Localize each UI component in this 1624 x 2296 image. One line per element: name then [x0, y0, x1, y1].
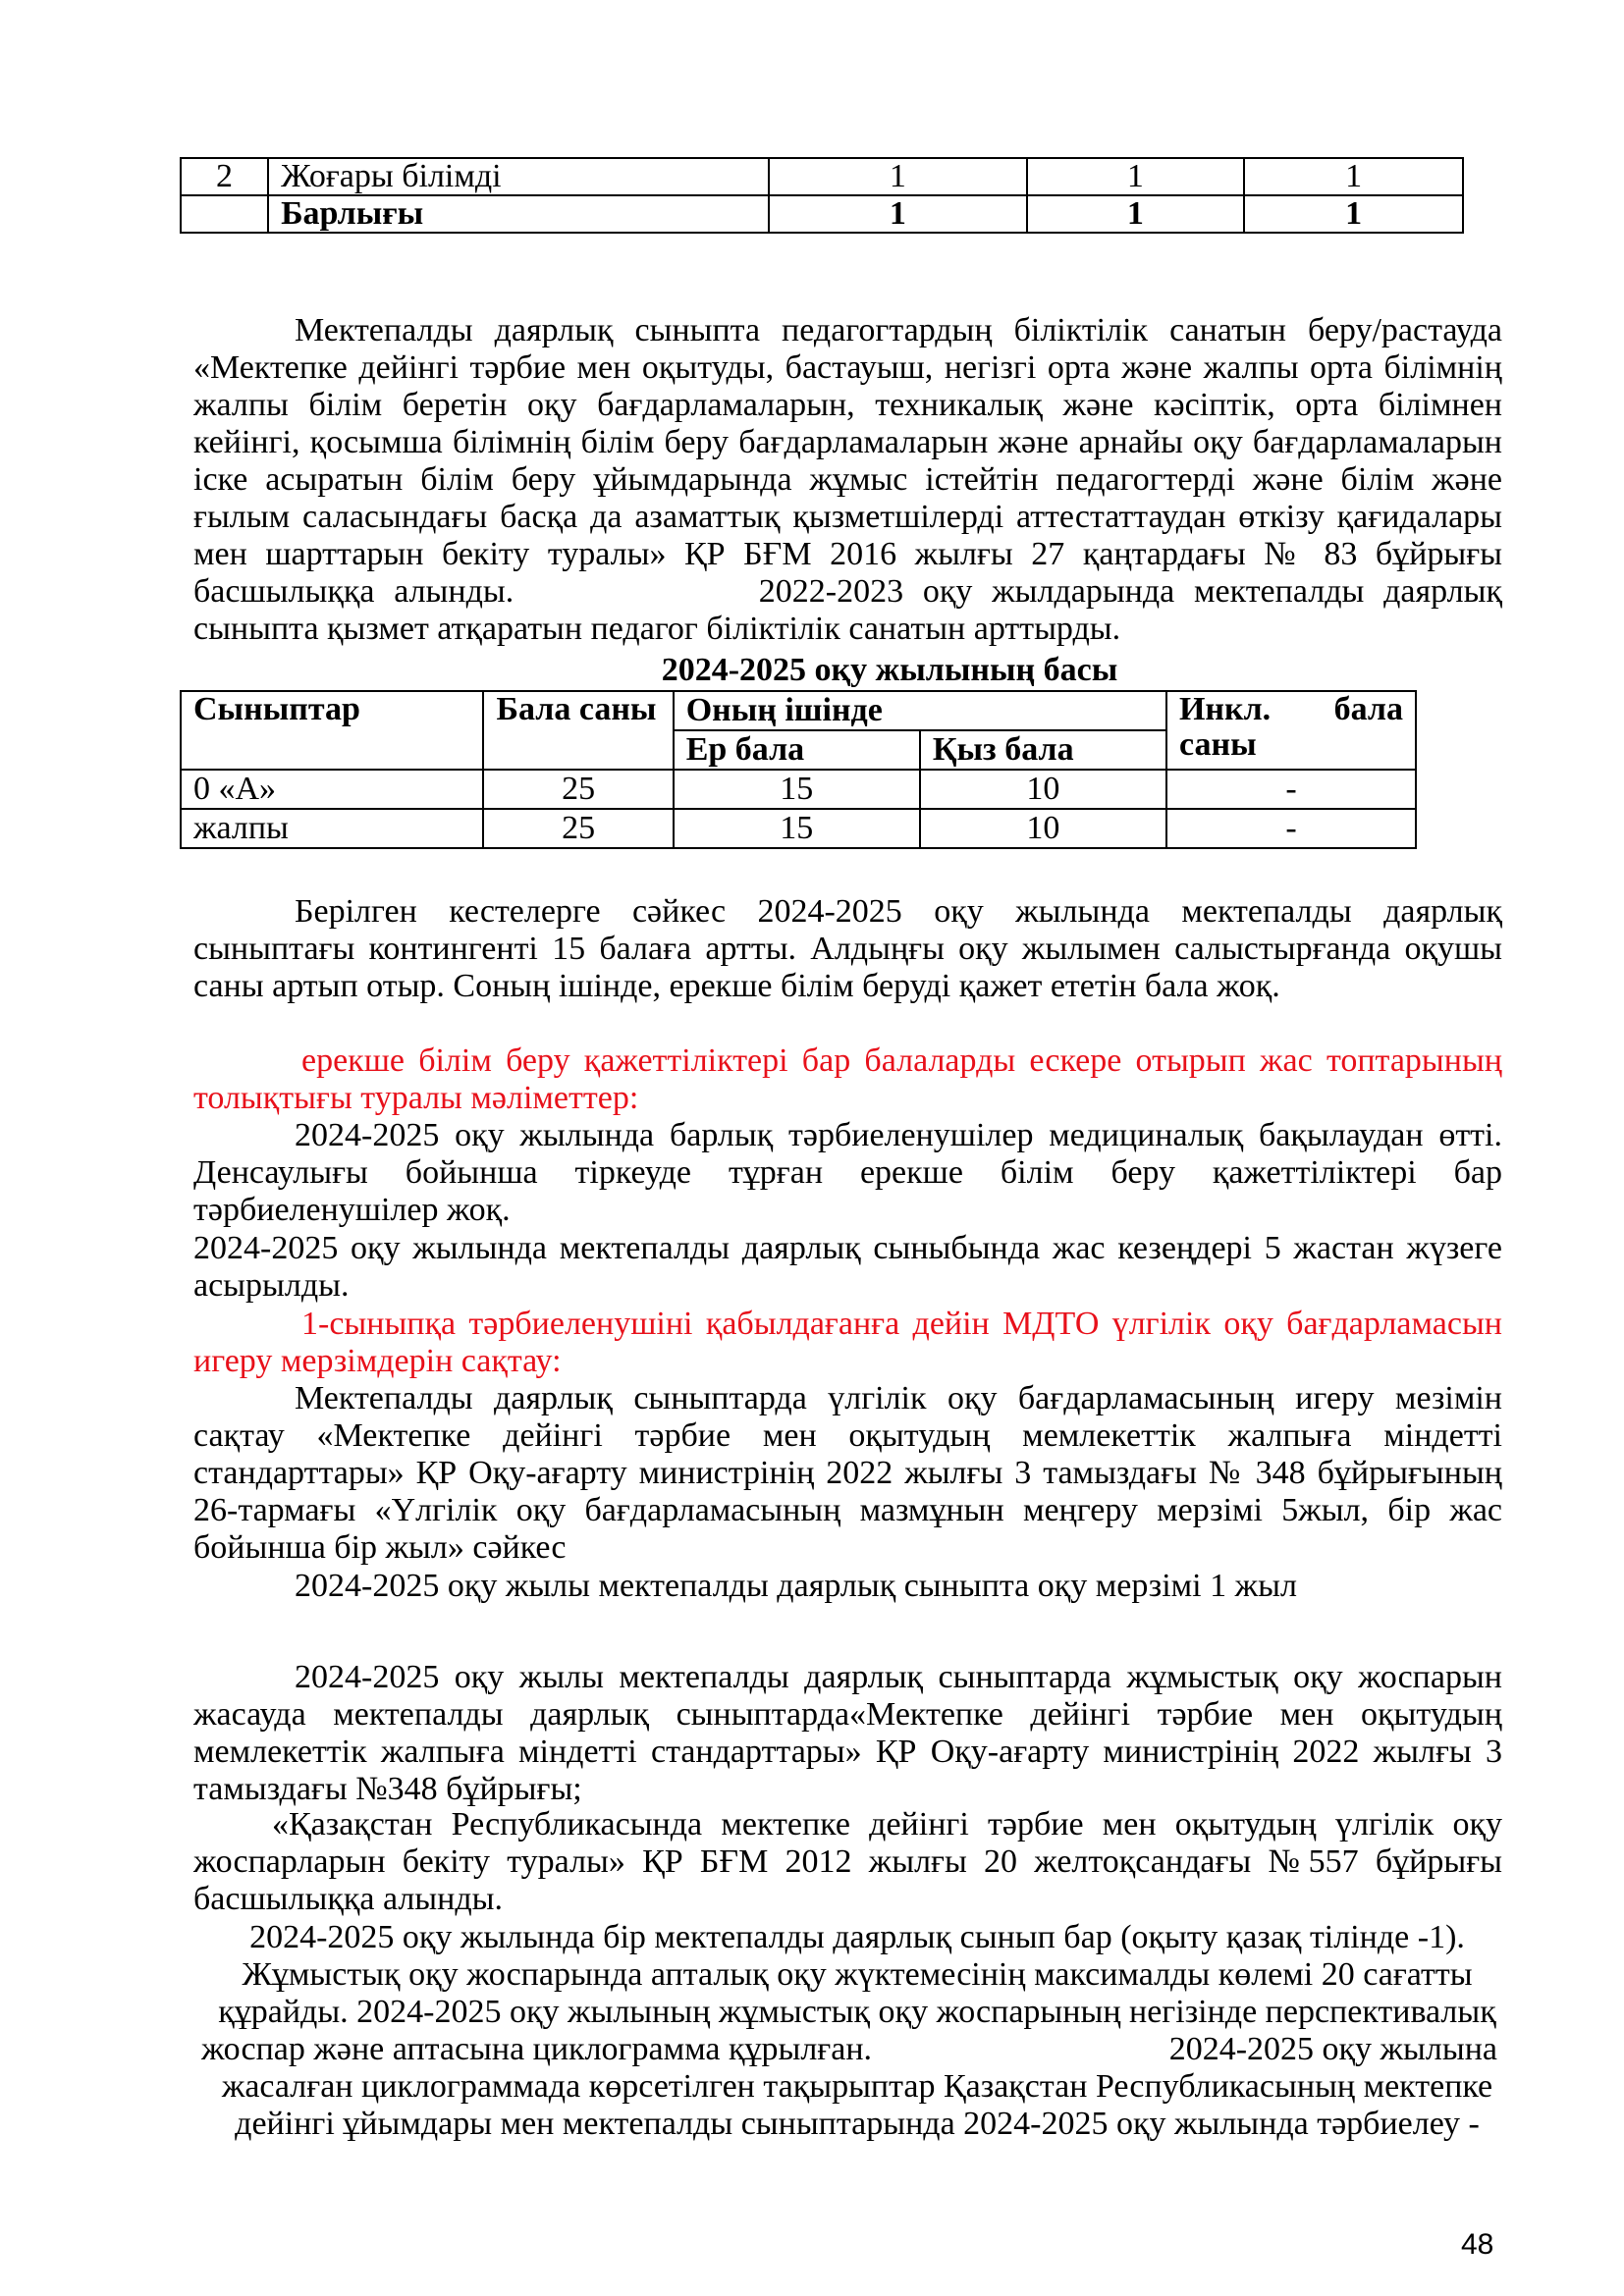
cell-inclusive: -: [1166, 770, 1416, 809]
cell-girls: 10: [920, 809, 1166, 848]
row-value: 1: [769, 158, 1026, 195]
cell-class: жалпы: [181, 809, 483, 848]
qualification-table: [180, 157, 1464, 234]
row-value: 1: [1027, 158, 1245, 195]
row-name: Барлығы: [268, 195, 769, 233]
cell-girls: 10: [920, 770, 1166, 809]
cell-boys: 15: [674, 770, 920, 809]
table-row: [181, 195, 1463, 233]
cell-total: 25: [483, 770, 673, 809]
paragraph-cyclogram: 2024-2025 оқу жылында бір мектепалды даярлық сынып бар (оқыту қазақ тілінде -1). Жұмыстық оқу жоспарында апталық оқу жүктемесінің максималды көлемі 20 сағатты құрайды. 2024-2025 оқу жылының жұмыстық оқу жоспарының негізінде перспективалық жоспар және аптасына циклограмма құрылған. 2024-2025 оқу жылына жасалған циклограммада көрсетілген тақырыптар Қазақстан Республикасының мектепке дейінгі ұйымдары мен мектепалды сыныптарында 2024-2025 оқу жылында тәрбиелеу -: [201, 1919, 1497, 2142]
header-boys: Ер бала: [674, 730, 920, 770]
table-row: [181, 770, 1416, 809]
table-row: [181, 158, 1463, 195]
cell-inclusive: -: [1166, 809, 1416, 848]
row-value: 1: [769, 195, 1026, 233]
paragraph-program-terms: Мектепалды даярлық сыныптарда үлгілік оқу бағдарламасының игеру мезімін сақтау «Мектепке дейінгі тәрбие мен оқытудың мемлекеттік жалпыға міндетті стандарттары» ҚР Оқу-ағарту министрінің 2022 жылғы 3 тамыздағы № 348 бұйрығының 26-тармағы «Үлгілік оқу бағдарламасының мазмұнын меңгеру мерзімі 5жыл, бір жас бойынша бір жыл» сәйкес: [193, 1380, 1502, 1566]
paragraph-work-plan: 2024-2025 оқу жылы мектепалды даярлық сыныптарда жұмыстық оқу жоспарын жасауда мектепалды даярлық сыныптарда«Мектепке дейінгі тәрбие мен оқытудың мемлекеттік жалпыға міндетті стандарттары» ҚР Оқу-ағарту министрінің 2022 жылғы 3 тамыздағы №348 бұйрығы;: [193, 1659, 1502, 1807]
page-number: 48: [1461, 2228, 1494, 2261]
paragraph-contingent: Берілген кестелерге сәйкес 2024-2025 оқу жылында мектепалды даярлық сыныптағы контингенті 15 балаға артты. Алдыңғы оқу жылымен салыстырғанда оқушы саны артып отыр. Соның ішінде, ерекше білім беруді қажет ететін бала жоқ.: [193, 893, 1502, 1004]
header-classes: Сыныптар: [181, 691, 483, 770]
paragraph-model-plans: «Қазақстан Республикасында мектепке дейінгі тәрбие мен оқытудың үлгілік оқу жоспарларын бекіту туралы» ҚР БҒМ 2012 жылғы 20 желтоқсандағы №557 бұйрығы басшылыққа алынды.: [193, 1806, 1502, 1917]
header-children: Бала саны: [483, 691, 673, 770]
row-value: 1: [1244, 195, 1463, 233]
row-value: 1: [1027, 195, 1245, 233]
paragraph-study-term: 2024-2025 оқу жылы мектепалды даярлық сыныпта оқу мерзімі 1 жыл: [295, 1568, 1297, 1604]
cell-total: 25: [483, 809, 673, 848]
paragraph-age-periods: 2024-2025 оқу жылында мектепалды даярлық сыныбында жас кезеңдері 5 жастан жүзеге асырылды.: [193, 1230, 1502, 1304]
table-row: [181, 809, 1416, 848]
red-heading-age-groups: ерекше білім беру қажеттіліктері бар балаларды ескере отырып жас топтарының толықтығы туралы мәліметтер:: [193, 1042, 1502, 1116]
contingent-table: [180, 690, 1417, 849]
row-number: [181, 195, 268, 233]
header-of-which: Оның ішінде: [674, 691, 1166, 730]
row-number: 2: [181, 158, 268, 195]
row-value: 1: [1244, 158, 1463, 195]
paragraph-medical: 2024-2025 оқу жылында барлық тәрбиеленушілер медициналық бақылаудан өтті. Денсаулығы бойынша тіркеуде тұрған ерекше білім беру қажеттіліктері бар тәрбиеленушілер жоқ.: [193, 1117, 1502, 1228]
table-header-row: [181, 691, 1416, 730]
table-title: 2024-2025 оқу жылының басы: [661, 652, 1118, 688]
header-inclusive: Инкл. бала саны: [1166, 691, 1416, 770]
cell-boys: 15: [674, 809, 920, 848]
cell-class: 0 «А»: [181, 770, 483, 809]
row-name: Жоғары білімді: [268, 158, 769, 195]
paragraph-qualification: Мектепалды даярлық сыныпта педагогтардың біліктілік санатын беру/растауда «Мектепке дейінгі тәрбие мен оқытуды, бастауыш, негізгі орта және жалпы орта білімнің жалпы білім беретін оқу бағдарламаларын, техникалық және кәсіптік, орта білімнен кейінгі, қосымша білімнің білім беру бағдарламаларын және арнайы оқу бағдарламаларын іске асыратын білім беру ұйымдарында жұмыс істейтін педагогтерді және білім және ғылым саласындағы басқа да азаматтық қызметшілерді аттестаттаудан өткізу қағидалары мен шарттарын бекіту туралы» ҚР БҒМ 2016 жылғы 27 қаңтардағы № 83 бұйрығы басшылыққа алынды. 2022-2023 оқу жылдарында мектепалды даярлық сыныпта қызмет атқаратын педагог біліктілік санатын арттырды.: [193, 312, 1503, 647]
header-girls: Қыз бала: [920, 730, 1166, 770]
red-heading-terms: 1-сыныпқа тәрбиеленушіні қабылдағанға дейін МДТО үлгілік оқу бағдарламасын игеру мерзімдерін сақтау:: [193, 1306, 1502, 1379]
